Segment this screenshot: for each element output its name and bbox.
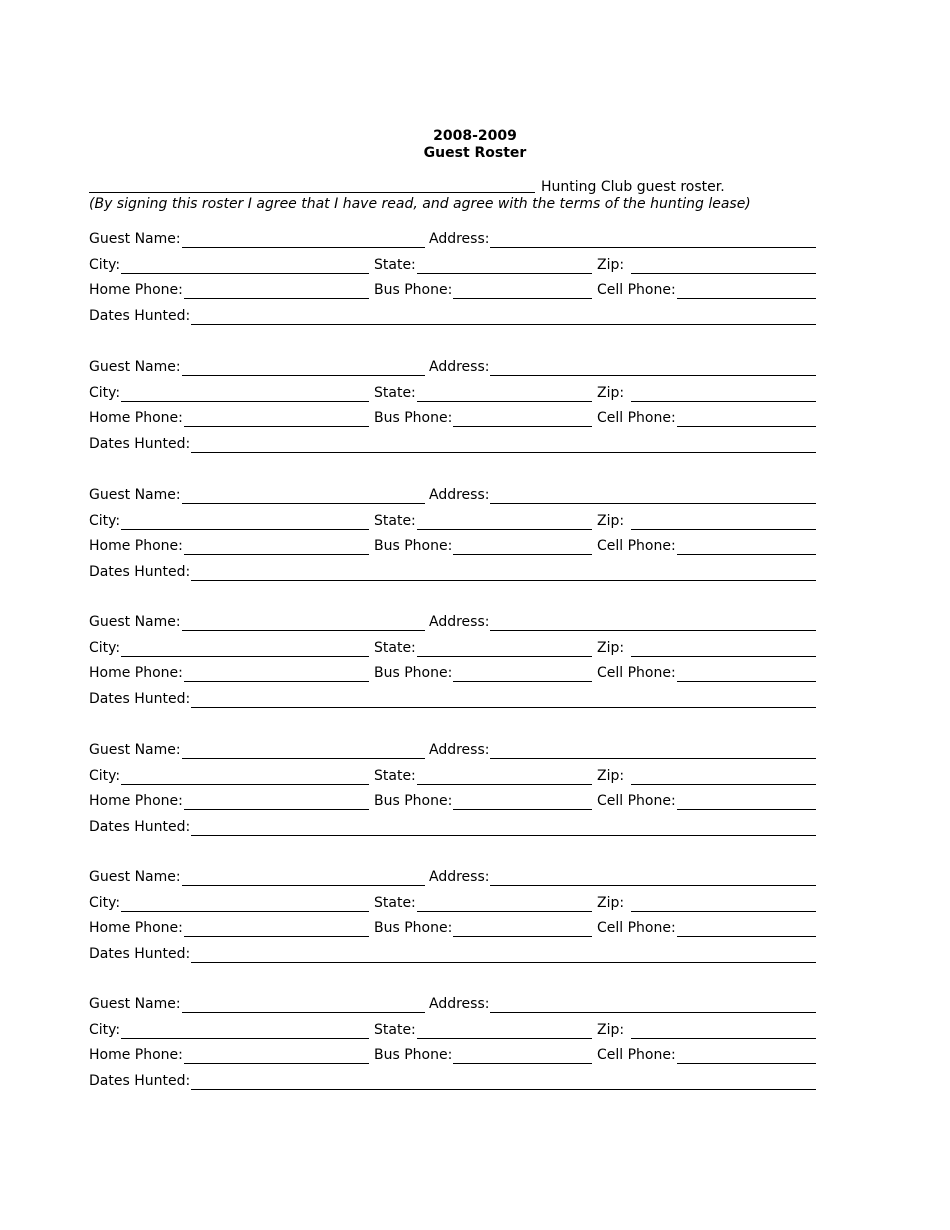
zip-input[interactable]: [631, 639, 816, 657]
dates-hunted-row: [89, 688, 816, 708]
guest-name-field[interactable]: [89, 611, 425, 631]
dates-hunted-input[interactable]: [191, 690, 816, 708]
state-label: State:: [374, 1022, 416, 1038]
city-field[interactable]: [89, 637, 369, 657]
address-label: Address:: [429, 996, 490, 1012]
cell-phone-label: Cell Phone:: [597, 793, 676, 809]
cell-phone-input[interactable]: [677, 409, 816, 427]
city-field[interactable]: [89, 382, 369, 402]
guest-name-label: Guest Name:: [89, 359, 181, 375]
state-label: State:: [374, 513, 416, 529]
dates-hunted-input[interactable]: [191, 563, 816, 581]
dates-hunted-field[interactable]: [89, 1070, 816, 1090]
city-label: City:: [89, 513, 121, 529]
state-label: State:: [374, 385, 416, 401]
city-field[interactable]: [89, 510, 369, 530]
city-state-zip-row: [89, 1019, 816, 1039]
bus-phone-field[interactable]: [374, 1044, 592, 1064]
state-input[interactable]: [417, 1021, 592, 1039]
zip-input[interactable]: [631, 894, 816, 912]
city-label: City:: [89, 385, 121, 401]
state-input[interactable]: [417, 256, 592, 274]
dates-hunted-label: Dates Hunted:: [89, 819, 191, 835]
cell-phone-label: Cell Phone:: [597, 665, 676, 681]
zip-label: Zip:: [597, 257, 625, 273]
home-phone-field[interactable]: [89, 535, 369, 555]
bus-phone-field[interactable]: [374, 917, 592, 937]
dates-hunted-label: Dates Hunted:: [89, 691, 191, 707]
bus-phone-label: Bus Phone:: [374, 920, 453, 936]
home-phone-input[interactable]: [184, 664, 369, 682]
home-phone-label: Home Phone:: [89, 665, 183, 681]
zip-label: Zip:: [597, 895, 625, 911]
bus-phone-label: Bus Phone:: [374, 410, 453, 426]
page-title: Guest Roster: [423, 145, 527, 161]
dates-hunted-field[interactable]: [89, 305, 816, 325]
zip-field[interactable]: [597, 254, 816, 274]
dates-hunted-input[interactable]: [191, 1072, 816, 1090]
name-address-row: [89, 228, 816, 248]
bus-phone-field[interactable]: [374, 790, 592, 810]
guest-entry: [89, 866, 816, 966]
city-field[interactable]: [89, 1019, 369, 1039]
bus-phone-field[interactable]: [374, 662, 592, 682]
name-address-row: [89, 356, 816, 376]
guest-name-label: Guest Name:: [89, 742, 181, 758]
dates-hunted-field[interactable]: [89, 943, 816, 963]
guest-name-input[interactable]: [182, 230, 425, 248]
guest-name-field[interactable]: [89, 739, 425, 759]
cell-phone-field[interactable]: [597, 917, 816, 937]
home-phone-label: Home Phone:: [89, 1047, 183, 1063]
phone-row: [89, 790, 816, 810]
address-input[interactable]: [490, 613, 816, 631]
city-state-zip-row: [89, 510, 816, 530]
city-label: City:: [89, 1022, 121, 1038]
zip-label: Zip:: [597, 640, 625, 656]
dates-hunted-field[interactable]: [89, 688, 816, 708]
guest-entry: [89, 484, 816, 584]
city-state-zip-row: [89, 254, 816, 274]
dates-hunted-field[interactable]: [89, 561, 816, 581]
bus-phone-input[interactable]: [453, 664, 592, 682]
guest-name-input[interactable]: [182, 868, 425, 886]
city-label: City:: [89, 257, 121, 273]
bus-phone-field[interactable]: [374, 407, 592, 427]
zip-field[interactable]: [597, 637, 816, 657]
bus-phone-input[interactable]: [453, 1046, 592, 1064]
guest-name-input[interactable]: [182, 613, 425, 631]
cell-phone-field[interactable]: [597, 407, 816, 427]
home-phone-input[interactable]: [184, 409, 369, 427]
zip-field[interactable]: [597, 765, 816, 785]
city-label: City:: [89, 768, 121, 784]
address-input[interactable]: [490, 868, 816, 886]
state-label: State:: [374, 768, 416, 784]
home-phone-label: Home Phone:: [89, 920, 183, 936]
city-input[interactable]: [121, 256, 369, 274]
guest-name-field[interactable]: [89, 993, 425, 1013]
city-label: City:: [89, 640, 121, 656]
dates-hunted-row: [89, 1070, 816, 1090]
dates-hunted-row: [89, 433, 816, 453]
state-label: State:: [374, 895, 416, 911]
name-address-row: [89, 739, 816, 759]
address-input[interactable]: [490, 486, 816, 504]
dates-hunted-row: [89, 943, 816, 963]
phone-row: [89, 279, 816, 299]
bus-phone-field[interactable]: [374, 535, 592, 555]
name-address-row: [89, 866, 816, 886]
cell-phone-label: Cell Phone:: [597, 410, 676, 426]
city-input[interactable]: [121, 1021, 369, 1039]
city-field[interactable]: [89, 892, 369, 912]
dates-hunted-label: Dates Hunted:: [89, 1073, 191, 1089]
zip-input[interactable]: [631, 512, 816, 530]
cell-phone-input[interactable]: [677, 664, 816, 682]
address-label: Address:: [429, 742, 490, 758]
phone-row: [89, 1044, 816, 1064]
home-phone-field[interactable]: [89, 790, 369, 810]
address-field[interactable]: [429, 228, 816, 248]
zip-field[interactable]: [597, 1019, 816, 1039]
city-label: City:: [89, 895, 121, 911]
home-phone-input[interactable]: [184, 1046, 369, 1064]
address-input[interactable]: [490, 741, 816, 759]
name-address-row: [89, 993, 816, 1013]
address-input[interactable]: [490, 358, 816, 376]
phone-row: [89, 917, 816, 937]
cell-phone-field[interactable]: [597, 790, 816, 810]
cell-phone-input[interactable]: [677, 537, 816, 555]
zip-label: Zip:: [597, 385, 625, 401]
guest-name-label: Guest Name:: [89, 487, 181, 503]
bus-phone-input[interactable]: [453, 537, 592, 555]
address-label: Address:: [429, 487, 490, 503]
dates-hunted-row: [89, 816, 816, 836]
home-phone-field[interactable]: [89, 917, 369, 937]
bus-phone-label: Bus Phone:: [374, 538, 453, 554]
cell-phone-field[interactable]: [597, 662, 816, 682]
zip-input[interactable]: [631, 256, 816, 274]
city-state-zip-row: [89, 637, 816, 657]
home-phone-label: Home Phone:: [89, 410, 183, 426]
phone-row: [89, 535, 816, 555]
city-input[interactable]: [121, 639, 369, 657]
guest-name-label: Guest Name:: [89, 231, 181, 247]
state-input[interactable]: [417, 639, 592, 657]
address-field[interactable]: [429, 993, 816, 1013]
club-roster-label: Hunting Club guest roster.: [541, 179, 725, 195]
zip-input[interactable]: [631, 1021, 816, 1039]
zip-label: Zip:: [597, 768, 625, 784]
guest-name-field[interactable]: [89, 484, 425, 504]
name-address-row: [89, 611, 816, 631]
guest-entry: [89, 739, 816, 839]
guest-entry: [89, 356, 816, 456]
city-input[interactable]: [121, 512, 369, 530]
guest-name-input[interactable]: [182, 995, 425, 1013]
address-field[interactable]: [429, 356, 816, 376]
guest-entry: [89, 228, 816, 328]
cell-phone-input[interactable]: [677, 792, 816, 810]
cell-phone-label: Cell Phone:: [597, 920, 676, 936]
home-phone-field[interactable]: [89, 407, 369, 427]
state-input[interactable]: [417, 767, 592, 785]
state-input[interactable]: [417, 894, 592, 912]
dates-hunted-row: [89, 305, 816, 325]
dates-hunted-input[interactable]: [191, 435, 816, 453]
home-phone-field[interactable]: [89, 662, 369, 682]
name-address-row: [89, 484, 816, 504]
roster-year: 2008-2009: [433, 128, 517, 144]
club-name-blank[interactable]: [89, 192, 535, 193]
guest-name-input[interactable]: [182, 741, 425, 759]
dates-hunted-field[interactable]: [89, 433, 816, 453]
bus-phone-field[interactable]: [374, 279, 592, 299]
dates-hunted-input[interactable]: [191, 818, 816, 836]
state-field[interactable]: [374, 765, 592, 785]
lease-disclaimer: (By signing this roster I agree that I have read, and agree with the terms of the hunting lease): [89, 196, 751, 212]
dates-hunted-label: Dates Hunted:: [89, 436, 191, 452]
cell-phone-label: Cell Phone:: [597, 538, 676, 554]
zip-input[interactable]: [631, 384, 816, 402]
cell-phone-label: Cell Phone:: [597, 282, 676, 298]
bus-phone-input[interactable]: [453, 281, 592, 299]
zip-field[interactable]: [597, 382, 816, 402]
state-input[interactable]: [417, 384, 592, 402]
address-field[interactable]: [429, 739, 816, 759]
cell-phone-field[interactable]: [597, 535, 816, 555]
address-label: Address:: [429, 614, 490, 630]
home-phone-label: Home Phone:: [89, 793, 183, 809]
club-name-line: [89, 178, 816, 196]
cell-phone-input[interactable]: [677, 919, 816, 937]
zip-input[interactable]: [631, 767, 816, 785]
home-phone-input[interactable]: [184, 281, 369, 299]
city-state-zip-row: [89, 765, 816, 785]
dates-hunted-input[interactable]: [191, 307, 816, 325]
home-phone-input[interactable]: [184, 792, 369, 810]
cell-phone-label: Cell Phone:: [597, 1047, 676, 1063]
zip-label: Zip:: [597, 1022, 625, 1038]
cell-phone-field[interactable]: [597, 279, 816, 299]
city-field[interactable]: [89, 254, 369, 274]
bus-phone-label: Bus Phone:: [374, 793, 453, 809]
bus-phone-label: Bus Phone:: [374, 282, 453, 298]
guest-name-field[interactable]: [89, 356, 425, 376]
city-state-zip-row: [89, 892, 816, 912]
dates-hunted-field[interactable]: [89, 816, 816, 836]
dates-hunted-row: [89, 561, 816, 581]
guest-entry: [89, 611, 816, 711]
guest-name-field[interactable]: [89, 866, 425, 886]
city-input[interactable]: [121, 767, 369, 785]
guest-name-label: Guest Name:: [89, 869, 181, 885]
cell-phone-field[interactable]: [597, 1044, 816, 1064]
dates-hunted-input[interactable]: [191, 945, 816, 963]
address-input[interactable]: [490, 995, 816, 1013]
address-label: Address:: [429, 869, 490, 885]
phone-row: [89, 662, 816, 682]
state-label: State:: [374, 257, 416, 273]
zip-field[interactable]: [597, 510, 816, 530]
guest-name-input[interactable]: [182, 486, 425, 504]
address-field[interactable]: [429, 484, 816, 504]
state-field[interactable]: [374, 382, 592, 402]
dates-hunted-label: Dates Hunted:: [89, 564, 191, 580]
state-field[interactable]: [374, 254, 592, 274]
home-phone-label: Home Phone:: [89, 538, 183, 554]
dates-hunted-label: Dates Hunted:: [89, 946, 191, 962]
home-phone-input[interactable]: [184, 537, 369, 555]
bus-phone-input[interactable]: [453, 792, 592, 810]
home-phone-field[interactable]: [89, 1044, 369, 1064]
city-input[interactable]: [121, 384, 369, 402]
cell-phone-input[interactable]: [677, 281, 816, 299]
city-state-zip-row: [89, 382, 816, 402]
guest-name-input[interactable]: [182, 358, 425, 376]
guest-entry: [89, 993, 816, 1093]
bus-phone-label: Bus Phone:: [374, 1047, 453, 1063]
home-phone-field[interactable]: [89, 279, 369, 299]
bus-phone-label: Bus Phone:: [374, 665, 453, 681]
state-field[interactable]: [374, 1019, 592, 1039]
city-input[interactable]: [121, 894, 369, 912]
home-phone-input[interactable]: [184, 919, 369, 937]
address-label: Address:: [429, 359, 490, 375]
address-label: Address:: [429, 231, 490, 247]
cell-phone-input[interactable]: [677, 1046, 816, 1064]
guest-name-field[interactable]: [89, 228, 425, 248]
home-phone-label: Home Phone:: [89, 282, 183, 298]
city-field[interactable]: [89, 765, 369, 785]
guest-name-label: Guest Name:: [89, 996, 181, 1012]
bus-phone-input[interactable]: [453, 919, 592, 937]
title-block: [0, 128, 950, 162]
guest-name-label: Guest Name:: [89, 614, 181, 630]
state-input[interactable]: [417, 512, 592, 530]
phone-row: [89, 407, 816, 427]
zip-label: Zip:: [597, 513, 625, 529]
state-field[interactable]: [374, 510, 592, 530]
address-input[interactable]: [490, 230, 816, 248]
state-field[interactable]: [374, 637, 592, 657]
address-field[interactable]: [429, 611, 816, 631]
dates-hunted-label: Dates Hunted:: [89, 308, 191, 324]
bus-phone-input[interactable]: [453, 409, 592, 427]
address-field[interactable]: [429, 866, 816, 886]
zip-field[interactable]: [597, 892, 816, 912]
state-field[interactable]: [374, 892, 592, 912]
state-label: State:: [374, 640, 416, 656]
